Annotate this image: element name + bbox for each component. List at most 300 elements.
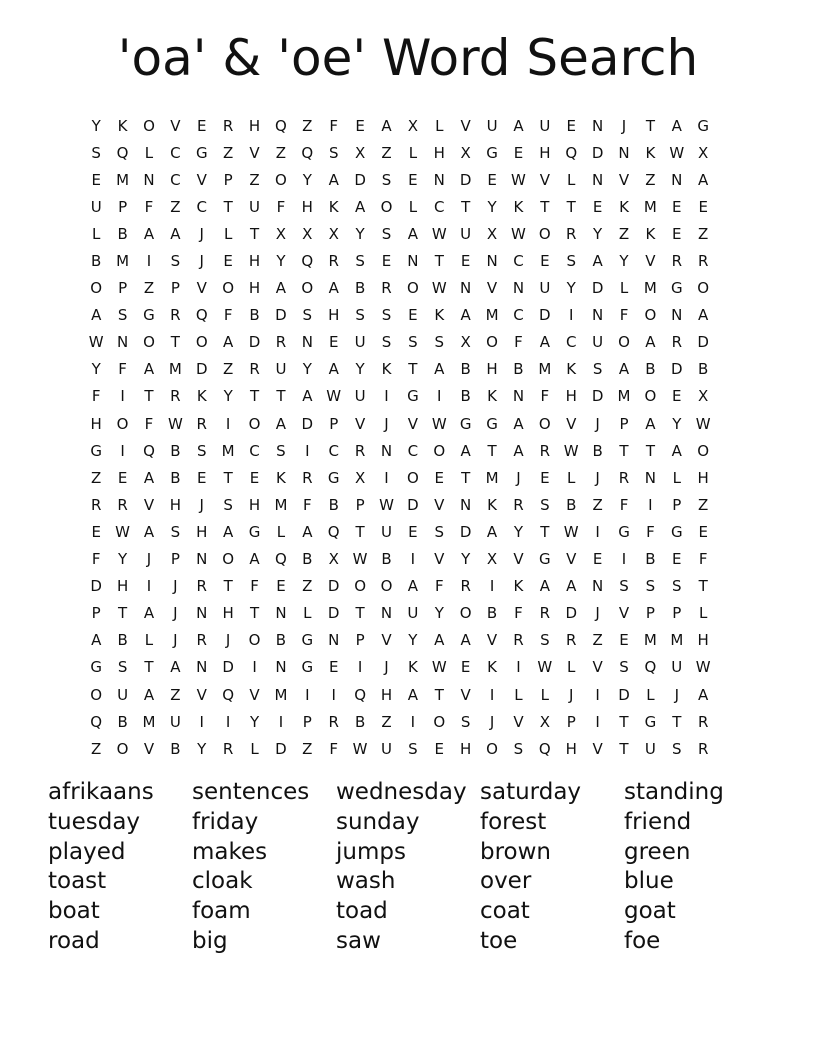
- grid-letter[interactable]: X: [698, 143, 709, 162]
- grid-letter[interactable]: L: [514, 685, 523, 704]
- grid-letter[interactable]: M: [643, 279, 657, 298]
- grid-letter[interactable]: A: [460, 631, 471, 650]
- grid-letter[interactable]: N: [275, 658, 287, 677]
- grid-letter[interactable]: R: [381, 279, 392, 298]
- grid-letter[interactable]: Y: [223, 387, 233, 406]
- grid-letter[interactable]: D: [539, 306, 551, 325]
- grid-letter[interactable]: B: [354, 279, 366, 298]
- grid-letter[interactable]: R: [671, 333, 682, 352]
- grid-letter[interactable]: N: [196, 550, 208, 569]
- grid-letter[interactable]: E: [698, 197, 708, 216]
- grid-letter[interactable]: T: [249, 604, 260, 623]
- grid-letter[interactable]: J: [199, 252, 204, 271]
- grid-letter[interactable]: D: [407, 495, 419, 514]
- grid-letter[interactable]: S: [460, 712, 471, 731]
- grid-letter[interactable]: S: [381, 306, 392, 325]
- grid-letter[interactable]: D: [327, 577, 340, 596]
- grid-letter[interactable]: J: [173, 577, 178, 596]
- grid-letter[interactable]: A: [381, 116, 392, 135]
- grid-letter[interactable]: S: [381, 224, 392, 243]
- grid-letter[interactable]: E: [513, 143, 524, 162]
- grid-letter[interactable]: A: [302, 522, 313, 541]
- grid-letter[interactable]: Y: [302, 360, 312, 379]
- grid-letter[interactable]: Y: [434, 604, 444, 623]
- grid-letter[interactable]: P: [566, 712, 576, 731]
- grid-letter[interactable]: E: [460, 658, 471, 677]
- grid-letter[interactable]: P: [170, 550, 180, 569]
- grid-letter[interactable]: B: [645, 550, 656, 569]
- grid-letter[interactable]: K: [513, 577, 524, 596]
- grid-letter[interactable]: X: [328, 550, 339, 569]
- grid-letter[interactable]: Z: [249, 170, 260, 189]
- grid-letter[interactable]: Z: [645, 170, 656, 189]
- grid-letter[interactable]: I: [146, 252, 152, 271]
- grid-letter[interactable]: L: [408, 197, 418, 216]
- grid-letter[interactable]: J: [225, 631, 231, 650]
- grid-letter[interactable]: U: [539, 116, 551, 135]
- grid-letter[interactable]: E: [249, 468, 260, 487]
- grid-letter[interactable]: E: [276, 577, 286, 596]
- grid-letter[interactable]: N: [512, 279, 525, 298]
- grid-letter[interactable]: E: [117, 468, 128, 487]
- grid-letter[interactable]: Y: [91, 116, 101, 135]
- grid-letter[interactable]: L: [567, 170, 576, 189]
- grid-letter[interactable]: Z: [170, 197, 181, 216]
- grid-letter[interactable]: H: [697, 468, 709, 487]
- grid-letter[interactable]: B: [566, 495, 577, 514]
- grid-letter[interactable]: F: [91, 387, 101, 406]
- grid-letter[interactable]: Z: [170, 685, 181, 704]
- grid-letter[interactable]: V: [434, 495, 445, 514]
- grid-letter[interactable]: V: [513, 550, 524, 569]
- grid-letter[interactable]: C: [249, 441, 260, 460]
- grid-letter[interactable]: R: [170, 306, 181, 325]
- grid-letter[interactable]: A: [223, 333, 234, 352]
- grid-letter[interactable]: K: [407, 658, 418, 677]
- grid-letter[interactable]: Y: [302, 170, 312, 189]
- grid-letter[interactable]: F: [619, 495, 629, 514]
- grid-letter[interactable]: G: [90, 441, 102, 460]
- grid-letter[interactable]: T: [698, 577, 708, 596]
- grid-letter[interactable]: U: [644, 739, 656, 758]
- grid-letter[interactable]: M: [116, 252, 130, 271]
- grid-letter[interactable]: N: [143, 170, 155, 189]
- grid-letter[interactable]: M: [643, 631, 657, 650]
- grid-letter[interactable]: H: [380, 685, 393, 704]
- grid-letter[interactable]: J: [595, 414, 600, 433]
- grid-letter[interactable]: Y: [276, 252, 286, 271]
- grid-letter[interactable]: E: [91, 522, 101, 541]
- grid-letter[interactable]: E: [408, 170, 418, 189]
- grid-letter[interactable]: E: [460, 252, 471, 271]
- grid-letter[interactable]: V: [381, 631, 392, 650]
- grid-letter[interactable]: J: [489, 712, 495, 731]
- grid-letter[interactable]: A: [513, 414, 524, 433]
- grid-letter[interactable]: M: [274, 685, 288, 704]
- grid-letter[interactable]: L: [92, 224, 101, 243]
- grid-letter[interactable]: S: [434, 522, 445, 541]
- grid-letter[interactable]: Z: [302, 116, 313, 135]
- grid-letter[interactable]: G: [407, 387, 419, 406]
- grid-letter[interactable]: B: [275, 631, 287, 650]
- grid-letter[interactable]: E: [566, 116, 576, 135]
- grid-letter[interactable]: O: [275, 170, 287, 189]
- grid-letter[interactable]: A: [170, 658, 181, 677]
- grid-letter[interactable]: B: [170, 468, 181, 487]
- grid-letter[interactable]: D: [697, 333, 709, 352]
- grid-letter[interactable]: D: [591, 387, 604, 406]
- grid-letter[interactable]: E: [91, 170, 101, 189]
- grid-letter[interactable]: A: [143, 604, 155, 623]
- grid-letter[interactable]: O: [143, 333, 155, 352]
- grid-letter[interactable]: Q: [538, 739, 551, 758]
- grid-letter[interactable]: O: [486, 739, 498, 758]
- grid-letter[interactable]: F: [91, 550, 101, 569]
- grid-letter[interactable]: S: [117, 306, 128, 325]
- grid-letter[interactable]: V: [460, 685, 471, 704]
- grid-letter[interactable]: E: [592, 197, 603, 216]
- grid-letter[interactable]: V: [645, 252, 656, 271]
- grid-letter[interactable]: B: [328, 495, 339, 514]
- grid-letter[interactable]: G: [670, 279, 683, 298]
- grid-letter[interactable]: W: [167, 414, 183, 433]
- grid-letter[interactable]: T: [223, 468, 233, 487]
- grid-letter[interactable]: Q: [143, 441, 155, 460]
- grid-letter[interactable]: I: [410, 550, 416, 569]
- grid-letter[interactable]: T: [540, 197, 550, 216]
- grid-letter[interactable]: M: [221, 441, 235, 460]
- grid-letter[interactable]: Z: [275, 143, 287, 162]
- grid-letter[interactable]: T: [672, 712, 682, 731]
- grid-letter[interactable]: A: [592, 252, 603, 271]
- grid-letter[interactable]: S: [513, 739, 524, 758]
- grid-letter[interactable]: B: [91, 252, 102, 271]
- grid-letter[interactable]: G: [301, 631, 314, 650]
- grid-letter[interactable]: B: [117, 224, 128, 243]
- grid-letter[interactable]: S: [328, 143, 339, 162]
- grid-letter[interactable]: T: [619, 441, 629, 460]
- grid-letter[interactable]: T: [408, 360, 418, 379]
- grid-letter[interactable]: E: [328, 333, 339, 352]
- grid-letter[interactable]: A: [354, 197, 366, 216]
- grid-letter[interactable]: O: [380, 197, 393, 216]
- grid-letter[interactable]: K: [487, 387, 497, 406]
- grid-letter[interactable]: L: [144, 631, 154, 650]
- grid-letter[interactable]: N: [671, 170, 683, 189]
- grid-letter[interactable]: B: [513, 360, 524, 379]
- grid-letter[interactable]: L: [303, 604, 312, 623]
- grid-letter[interactable]: E: [408, 306, 418, 325]
- grid-letter[interactable]: Y: [197, 739, 207, 758]
- grid-letter[interactable]: L: [540, 685, 550, 704]
- grid-letter[interactable]: U: [407, 604, 419, 623]
- grid-letter[interactable]: F: [144, 414, 154, 433]
- grid-letter[interactable]: A: [434, 631, 445, 650]
- grid-letter[interactable]: Z: [91, 468, 102, 487]
- grid-letter[interactable]: V: [196, 279, 207, 298]
- grid-letter[interactable]: W: [669, 143, 685, 162]
- grid-letter[interactable]: T: [566, 197, 576, 216]
- grid-letter[interactable]: O: [433, 712, 446, 731]
- grid-letter[interactable]: K: [434, 306, 445, 325]
- grid-letter[interactable]: H: [248, 495, 261, 514]
- grid-letter[interactable]: U: [169, 712, 181, 731]
- grid-letter[interactable]: W: [352, 739, 368, 758]
- grid-letter[interactable]: E: [408, 522, 418, 541]
- grid-letter[interactable]: A: [539, 577, 550, 596]
- grid-letter[interactable]: D: [591, 279, 604, 298]
- grid-letter[interactable]: M: [485, 468, 499, 487]
- grid-letter[interactable]: K: [619, 197, 629, 216]
- grid-letter[interactable]: J: [595, 468, 600, 487]
- grid-letter[interactable]: W: [537, 658, 553, 677]
- grid-letter[interactable]: B: [592, 441, 603, 460]
- grid-letter[interactable]: V: [566, 550, 577, 569]
- grid-letter[interactable]: A: [698, 170, 709, 189]
- grid-letter[interactable]: Z: [91, 739, 102, 758]
- grid-letter[interactable]: R: [671, 252, 682, 271]
- grid-letter[interactable]: R: [249, 360, 260, 379]
- grid-letter[interactable]: E: [619, 631, 629, 650]
- grid-letter[interactable]: A: [275, 279, 287, 298]
- grid-letter[interactable]: R: [697, 252, 709, 271]
- grid-letter[interactable]: Q: [116, 143, 129, 162]
- grid-letter[interactable]: A: [275, 414, 287, 433]
- grid-letter[interactable]: Q: [354, 685, 366, 704]
- grid-letter[interactable]: T: [487, 441, 497, 460]
- grid-letter[interactable]: A: [698, 306, 709, 325]
- grid-letter[interactable]: M: [168, 360, 182, 379]
- grid-letter[interactable]: Q: [195, 306, 208, 325]
- grid-letter[interactable]: I: [120, 387, 125, 406]
- grid-letter[interactable]: U: [381, 739, 392, 758]
- grid-letter[interactable]: F: [514, 604, 523, 623]
- grid-letter[interactable]: S: [540, 631, 550, 650]
- grid-letter[interactable]: X: [486, 224, 498, 243]
- grid-letter[interactable]: S: [276, 441, 286, 460]
- grid-letter[interactable]: O: [406, 468, 419, 487]
- grid-letter[interactable]: C: [328, 441, 339, 460]
- grid-letter[interactable]: B: [117, 712, 128, 731]
- grid-letter[interactable]: T: [276, 387, 286, 406]
- grid-letter[interactable]: Z: [618, 224, 630, 243]
- grid-letter[interactable]: S: [566, 252, 576, 271]
- grid-letter[interactable]: G: [327, 468, 340, 487]
- grid-letter[interactable]: I: [278, 712, 284, 731]
- grid-letter[interactable]: M: [274, 495, 288, 514]
- grid-letter[interactable]: C: [407, 441, 419, 460]
- grid-letter[interactable]: J: [621, 116, 627, 135]
- grid-letter[interactable]: S: [196, 441, 207, 460]
- grid-letter[interactable]: T: [355, 604, 365, 623]
- grid-letter[interactable]: A: [91, 631, 102, 650]
- grid-letter[interactable]: J: [199, 224, 204, 243]
- grid-letter[interactable]: P: [170, 279, 180, 298]
- grid-letter[interactable]: K: [328, 197, 339, 216]
- grid-letter[interactable]: A: [698, 685, 709, 704]
- grid-letter[interactable]: I: [252, 658, 257, 677]
- grid-letter[interactable]: V: [460, 116, 471, 135]
- grid-letter[interactable]: K: [276, 468, 286, 487]
- grid-letter[interactable]: A: [645, 414, 656, 433]
- grid-letter[interactable]: S: [619, 577, 629, 596]
- grid-letter[interactable]: W: [695, 414, 711, 433]
- grid-letter[interactable]: S: [672, 577, 682, 596]
- grid-letter[interactable]: U: [381, 522, 392, 541]
- grid-letter[interactable]: Z: [592, 495, 603, 514]
- grid-letter[interactable]: S: [223, 495, 233, 514]
- grid-letter[interactable]: F: [144, 197, 154, 216]
- grid-letter[interactable]: X: [328, 224, 339, 243]
- grid-letter[interactable]: O: [433, 441, 446, 460]
- grid-letter[interactable]: E: [672, 387, 682, 406]
- grid-letter[interactable]: S: [91, 143, 101, 162]
- grid-letter[interactable]: G: [670, 522, 683, 541]
- grid-letter[interactable]: E: [698, 522, 708, 541]
- grid-letter[interactable]: I: [225, 414, 231, 433]
- grid-letter[interactable]: W: [431, 414, 447, 433]
- grid-letter[interactable]: S: [355, 306, 365, 325]
- grid-letter[interactable]: N: [644, 468, 657, 487]
- grid-letter[interactable]: C: [196, 197, 207, 216]
- grid-letter[interactable]: T: [645, 116, 655, 135]
- grid-letter[interactable]: N: [592, 577, 604, 596]
- grid-letter[interactable]: H: [328, 306, 340, 325]
- grid-letter[interactable]: I: [120, 441, 125, 460]
- grid-letter[interactable]: E: [672, 224, 682, 243]
- grid-letter[interactable]: C: [513, 306, 524, 325]
- grid-letter[interactable]: A: [460, 441, 471, 460]
- grid-letter[interactable]: I: [384, 387, 389, 406]
- grid-letter[interactable]: Y: [249, 712, 260, 731]
- grid-letter[interactable]: Y: [355, 360, 365, 379]
- grid-letter[interactable]: J: [173, 604, 178, 623]
- grid-letter[interactable]: X: [354, 468, 366, 487]
- grid-letter[interactable]: S: [381, 170, 392, 189]
- grid-letter[interactable]: E: [672, 197, 682, 216]
- grid-letter[interactable]: N: [512, 387, 525, 406]
- grid-letter[interactable]: T: [223, 197, 233, 216]
- grid-letter[interactable]: H: [116, 577, 129, 596]
- grid-letter[interactable]: I: [648, 495, 653, 514]
- grid-letter[interactable]: E: [434, 468, 445, 487]
- grid-letter[interactable]: G: [697, 116, 709, 135]
- grid-letter[interactable]: I: [437, 387, 442, 406]
- grid-letter[interactable]: F: [329, 739, 339, 758]
- grid-letter[interactable]: L: [408, 143, 418, 162]
- grid-letter[interactable]: T: [461, 197, 471, 216]
- grid-letter[interactable]: O: [697, 279, 710, 298]
- grid-letter[interactable]: M: [643, 197, 657, 216]
- grid-letter[interactable]: O: [644, 387, 657, 406]
- grid-letter[interactable]: D: [222, 658, 234, 677]
- grid-letter[interactable]: V: [618, 170, 630, 189]
- grid-letter[interactable]: H: [460, 739, 472, 758]
- grid-letter[interactable]: F: [698, 550, 708, 569]
- grid-letter[interactable]: Z: [698, 495, 709, 514]
- grid-letter[interactable]: S: [170, 252, 181, 271]
- grid-letter[interactable]: N: [407, 252, 419, 271]
- grid-letter[interactable]: Q: [565, 143, 578, 162]
- grid-letter[interactable]: Y: [408, 631, 418, 650]
- grid-letter[interactable]: D: [90, 577, 102, 596]
- grid-letter[interactable]: I: [516, 658, 521, 677]
- grid-letter[interactable]: U: [354, 387, 366, 406]
- grid-letter[interactable]: M: [670, 631, 684, 650]
- grid-letter[interactable]: L: [144, 143, 154, 162]
- grid-letter[interactable]: O: [248, 631, 261, 650]
- grid-letter[interactable]: C: [170, 170, 181, 189]
- grid-letter[interactable]: U: [275, 360, 287, 379]
- grid-letter[interactable]: F: [303, 495, 312, 514]
- grid-letter[interactable]: W: [326, 387, 342, 406]
- grid-letter[interactable]: A: [328, 170, 339, 189]
- grid-letter[interactable]: K: [513, 197, 524, 216]
- grid-letter[interactable]: W: [352, 550, 368, 569]
- grid-letter[interactable]: H: [248, 116, 261, 135]
- grid-letter[interactable]: N: [592, 306, 604, 325]
- grid-letter[interactable]: I: [489, 577, 495, 596]
- grid-letter[interactable]: L: [223, 224, 233, 243]
- grid-letter[interactable]: A: [618, 360, 630, 379]
- grid-letter[interactable]: J: [595, 604, 600, 623]
- grid-letter[interactable]: I: [621, 550, 627, 569]
- grid-letter[interactable]: F: [276, 197, 286, 216]
- grid-letter[interactable]: U: [249, 197, 261, 216]
- grid-letter[interactable]: R: [328, 252, 339, 271]
- grid-letter[interactable]: G: [248, 522, 261, 541]
- grid-letter[interactable]: D: [275, 739, 287, 758]
- grid-letter[interactable]: I: [357, 658, 363, 677]
- grid-letter[interactable]: P: [91, 604, 101, 623]
- grid-letter[interactable]: X: [275, 224, 287, 243]
- grid-letter[interactable]: V: [592, 658, 603, 677]
- grid-letter[interactable]: Q: [90, 712, 103, 731]
- grid-letter[interactable]: R: [222, 116, 234, 135]
- grid-letter[interactable]: T: [170, 333, 180, 352]
- grid-letter[interactable]: X: [354, 143, 366, 162]
- grid-letter[interactable]: L: [699, 604, 708, 623]
- grid-letter[interactable]: J: [173, 631, 178, 650]
- grid-letter[interactable]: I: [199, 712, 204, 731]
- grid-letter[interactable]: C: [170, 143, 181, 162]
- grid-letter[interactable]: D: [248, 333, 261, 352]
- grid-letter[interactable]: D: [275, 306, 287, 325]
- grid-letter[interactable]: T: [461, 468, 471, 487]
- grid-letter[interactable]: A: [671, 441, 682, 460]
- grid-letter[interactable]: B: [249, 306, 260, 325]
- grid-letter[interactable]: S: [645, 577, 656, 596]
- grid-letter[interactable]: O: [90, 685, 103, 704]
- grid-letter[interactable]: L: [567, 468, 576, 487]
- grid-letter[interactable]: C: [513, 252, 524, 271]
- grid-letter[interactable]: F: [250, 577, 259, 596]
- grid-letter[interactable]: S: [170, 522, 181, 541]
- grid-letter[interactable]: Q: [644, 658, 657, 677]
- grid-letter[interactable]: W: [563, 441, 579, 460]
- grid-letter[interactable]: P: [619, 414, 629, 433]
- grid-letter[interactable]: Y: [513, 522, 524, 541]
- grid-letter[interactable]: I: [331, 685, 336, 704]
- grid-letter[interactable]: N: [671, 306, 683, 325]
- grid-letter[interactable]: O: [354, 577, 366, 596]
- grid-letter[interactable]: D: [618, 685, 630, 704]
- grid-letter[interactable]: I: [595, 522, 600, 541]
- grid-letter[interactable]: U: [90, 197, 102, 216]
- grid-letter[interactable]: H: [565, 739, 577, 758]
- grid-letter[interactable]: B: [117, 631, 128, 650]
- grid-letter[interactable]: Z: [381, 712, 392, 731]
